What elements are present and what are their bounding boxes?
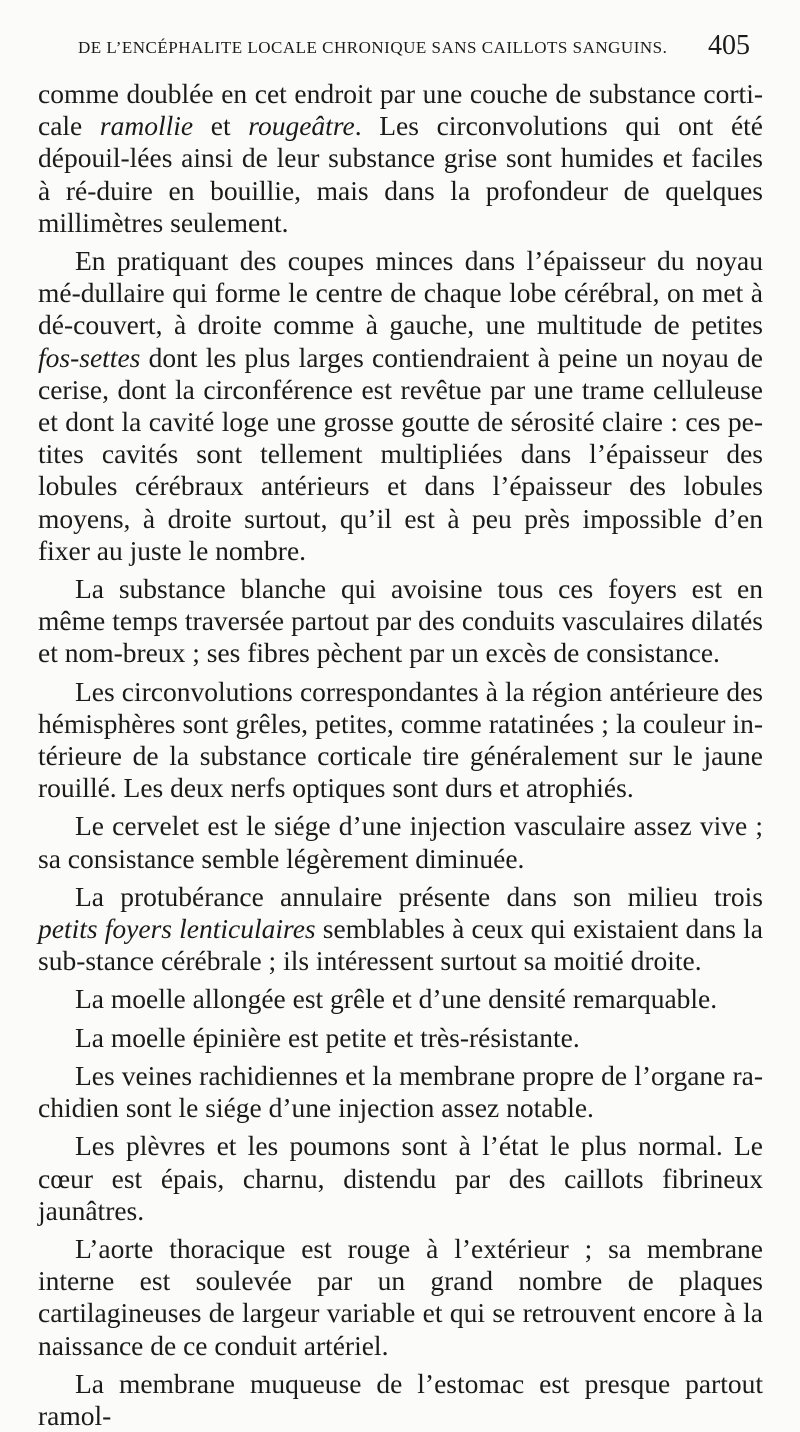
- text-segment: En pratiquant des coupes minces dans l’épaisseur du noyau mé-dullaire qui forme le centre de chaque lobe cérébral, on met à dé-couvert, à droite comme à gauche, une multitude de petites: [38, 245, 763, 341]
- text-segment: La moelle allongée est grêle et d’une densité remarquable.: [75, 983, 718, 1015]
- text-segment: Les circonvolutions correspondantes à la région antérieure des hémisphères sont grêles, petites, comme ratatinées ; la couleur in-térieure de la substance corticale tire généralement sur le jaune rouillé. Les deux nerfs optiques sont durs et atrophiés.: [38, 675, 763, 804]
- text-segment: Les veines rachidiennes et la membrane propre de l’organe ra-chidien sont le siége d’une injection assez notable.: [38, 1059, 763, 1124]
- text-segment: semblables à ceux qui existaient dans la sub-stance cérébrale ; ils intéressent surtout sa moitié droite.: [38, 913, 763, 977]
- paragraph: [38, 1022, 763, 1054]
- paragraph: [38, 1233, 763, 1362]
- paragraph: [38, 676, 763, 805]
- italic-text: ramollie: [99, 110, 194, 142]
- text-segment: La protubérance annulaire présente dans son milieu trois: [75, 880, 763, 912]
- paragraph: [38, 881, 763, 978]
- text-segment: La substance blanche qui avoisine tous ces foyers est en même temps traversée partout par des conduits vasculaires dilatés et nom-breux ; ses fibres pèchent par un excès de consistance.: [38, 573, 763, 669]
- text-segment: . Les circonvolutions qui ont été dépouil-lées ainsi de leur substance grise sont humides et faciles à ré-duire en bouillie, mais dans la profondeur de quelques millimètres seulement.: [38, 110, 763, 238]
- text-segment: et: [193, 110, 249, 142]
- running-title: DE L’ENCÉPHALITE LOCALE CHRONIQUE SANS CAILLOTS SANGUINS.: [78, 38, 668, 57]
- paragraph: [38, 1368, 763, 1432]
- running-head: [0, 30, 800, 66]
- page-number: 405: [708, 30, 750, 61]
- italic-text: rougeâtre: [248, 110, 355, 142]
- paragraph: [38, 78, 763, 239]
- italic-text: fos-settes: [38, 341, 141, 373]
- italic-text: petits foyers lenticulaires: [38, 913, 316, 945]
- paragraph: [38, 245, 763, 567]
- paragraph: [38, 573, 763, 670]
- text-segment: comme doublée en cet endroit par une couche de substance corti-cale: [38, 78, 763, 142]
- text-segment: dont les plus larges contiendraient à peine un noyau de cerise, dont la circonférence est revêtue par une trame celluleuse et dont la cavité loge une grosse goutte de sérosité claire : ces pe-tites cavités sont tellement multipliées dans l’épaisseur des lobules cérébraux antérieurs et dans l’épaisseur des lobules moyens, à droite surtout, qu’il est à peu près impossible d’en fixer au juste le nombre.: [38, 341, 763, 566]
- paragraph: [38, 1130, 763, 1227]
- body-text: [38, 78, 763, 1432]
- paragraph: [38, 1060, 763, 1124]
- text-segment: Le cervelet est le siége d’une injection vasculaire assez vive ; sa consistance semble légèrement diminuée.: [38, 810, 763, 874]
- text-segment: L’aorte thoracique est rouge à l’extérieur ; sa membrane interne est soulevée par un grand nombre de plaques cartilagineuses de largeur variable et qui se retrouvent encore à la naissance de ce conduit artériel.: [38, 1232, 763, 1361]
- text-segment: La membrane muqueuse de l’estomac est presque partout ramol-: [38, 1367, 763, 1431]
- text-segment: Les plèvres et les poumons sont à l’état le plus normal. Le cœur est épais, charnu, distendu par des caillots fibrineux jaunâtres.: [38, 1130, 763, 1226]
- paragraph: [38, 983, 763, 1015]
- paragraph: [38, 810, 763, 874]
- text-segment: La moelle épinière est petite et très-résistante.: [75, 1021, 580, 1053]
